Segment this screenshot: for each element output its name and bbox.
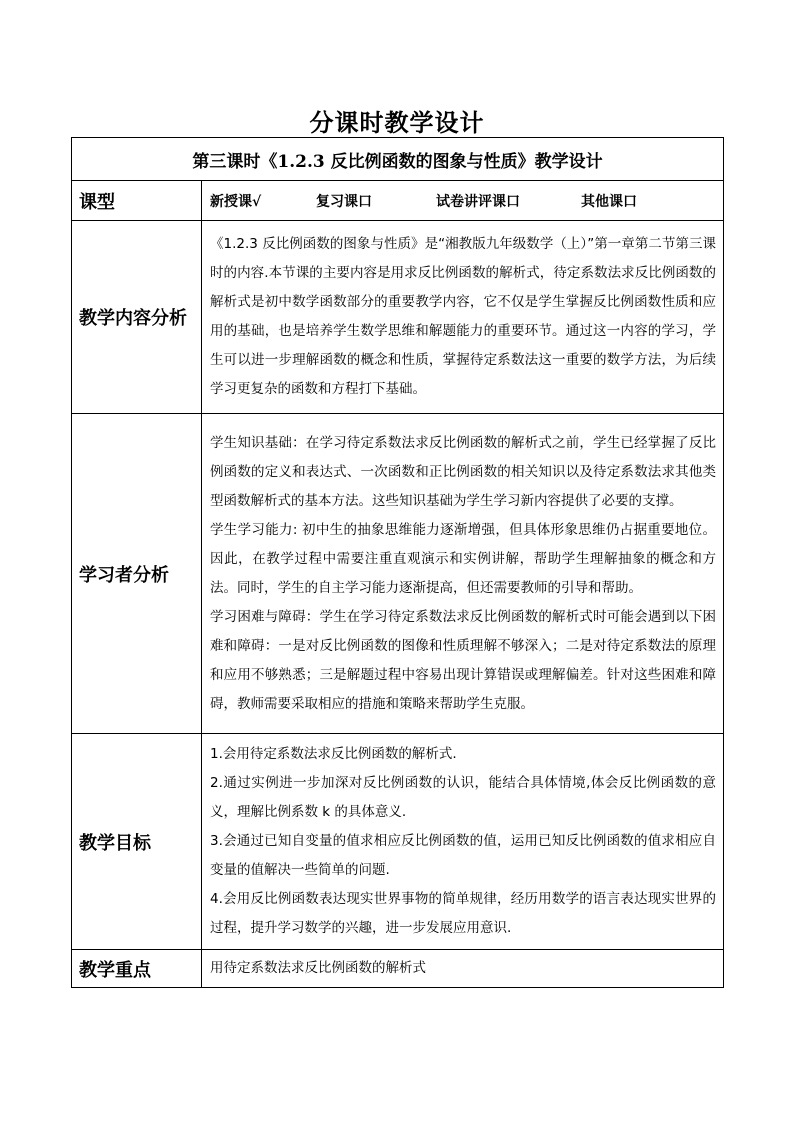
- option-other-lesson: 其他课口: [581, 193, 637, 210]
- learner-difficulty-paragraph: 学习困难与障碍：学生在学习待定系数法求反比例函数的解析式时可能会遇到以下困难和障碍：一是对反比例函数的图像和性质理解不够深入；二是对待定系数法的原理和应用不够熟悉；三是解题过程中容易出现计算错误或理解偏差。针对这些困难和障碍，教师需要采取相应的措施和策略来帮助学生克服。: [210, 608, 716, 712]
- lesson-subtitle: 第三课时《1.2.3 反比例函数的图象与性质》教学设计: [72, 138, 724, 181]
- objectives-label: 教学目标: [72, 734, 202, 950]
- objective-item: 3.会通过已知自变量的值求相应反比例函数的值，运用已知反比例函数的值求相应自变量的值解决一些简单的问题.: [210, 833, 716, 878]
- key-points-cell: [202, 950, 724, 988]
- key-points-text: 用待定系数法求反比例函数的解析式: [210, 960, 426, 976]
- content-analysis-cell: [202, 221, 724, 414]
- objective-item: 2.通过实例进一步加深对反比例函数的认识，能结合具体情境,体会反比例函数的意义，理解比例系数 k 的具体意义.: [210, 775, 716, 820]
- objective-item: 1.会用待定系数法求反比例函数的解析式.: [210, 746, 457, 762]
- content-analysis-row: [72, 221, 724, 414]
- objective-item: 4.会用反比例函数表达现实世界事物的简单规律，经历用数学的语言表达现实世界的过程，提升学习数学的兴趣，进一步发展应用意识.: [210, 891, 716, 936]
- key-points-label: 教学重点: [72, 950, 202, 988]
- content-analysis-text: 《1.2.3 反比例函数的图象与性质》是“湘教版九年级数学（上）”第一章第二节第三课时的内容.本节课的主要内容是用求反比例函数的解析式，待定系数法求反比例函数的解析式是初中数学函数部分的重要教学内容，它不仅是学生掌握反比例函数性质和应用的基础，也是培养学生数学思维和解题能力的重要环节。通过这一内容的学习，学生可以进一步理解函数的概念和性质，掌握待定系数法这一重要的数学方法，为后续学习更复杂的函数和方程打下基础。: [210, 236, 716, 397]
- learner-analysis-label: 学习者分析: [72, 414, 202, 734]
- learner-analysis-row: [72, 414, 724, 734]
- learner-knowledge-paragraph: 学生知识基础：在学习待定系数法求反比例函数的解析式之前，学生已经掌握了反比例函数的定义和表达式、一次函数和正比例函数的相关知识以及待定系数法求其他类型函数解析式的基本方法。这些知识基础为学生学习新内容提供了必要的支撑。: [210, 434, 716, 509]
- option-new-lesson: 新授课√: [210, 193, 262, 210]
- objectives-row: [72, 734, 724, 950]
- key-points-row: [72, 950, 724, 988]
- lesson-type-label: 课型: [72, 181, 202, 221]
- option-review-lesson: 复习课口: [316, 193, 372, 210]
- objectives-cell: [202, 734, 724, 950]
- page-title: 分课时教学设计: [309, 108, 485, 137]
- option-exam-review-lesson: 试卷讲评课口: [436, 193, 520, 210]
- lesson-type-row: [72, 181, 724, 221]
- content-analysis-label: 教学内容分析: [72, 221, 202, 414]
- lesson-plan-table: [71, 137, 724, 988]
- learner-ability-paragraph: 学生学习能力: 初中生的抽象思维能力逐渐增强，但具体形象思维仍占据重要地位。因此，在教学过程中需要注重直观演示和实例讲解，帮助学生理解抽象的概念和方法。同时，学生的自主学习能力逐渐提高，但还需要教师的引导和帮助。: [210, 521, 716, 596]
- learner-analysis-cell: [202, 414, 724, 734]
- subtitle-row: [72, 138, 724, 181]
- lesson-type-options: [202, 181, 724, 221]
